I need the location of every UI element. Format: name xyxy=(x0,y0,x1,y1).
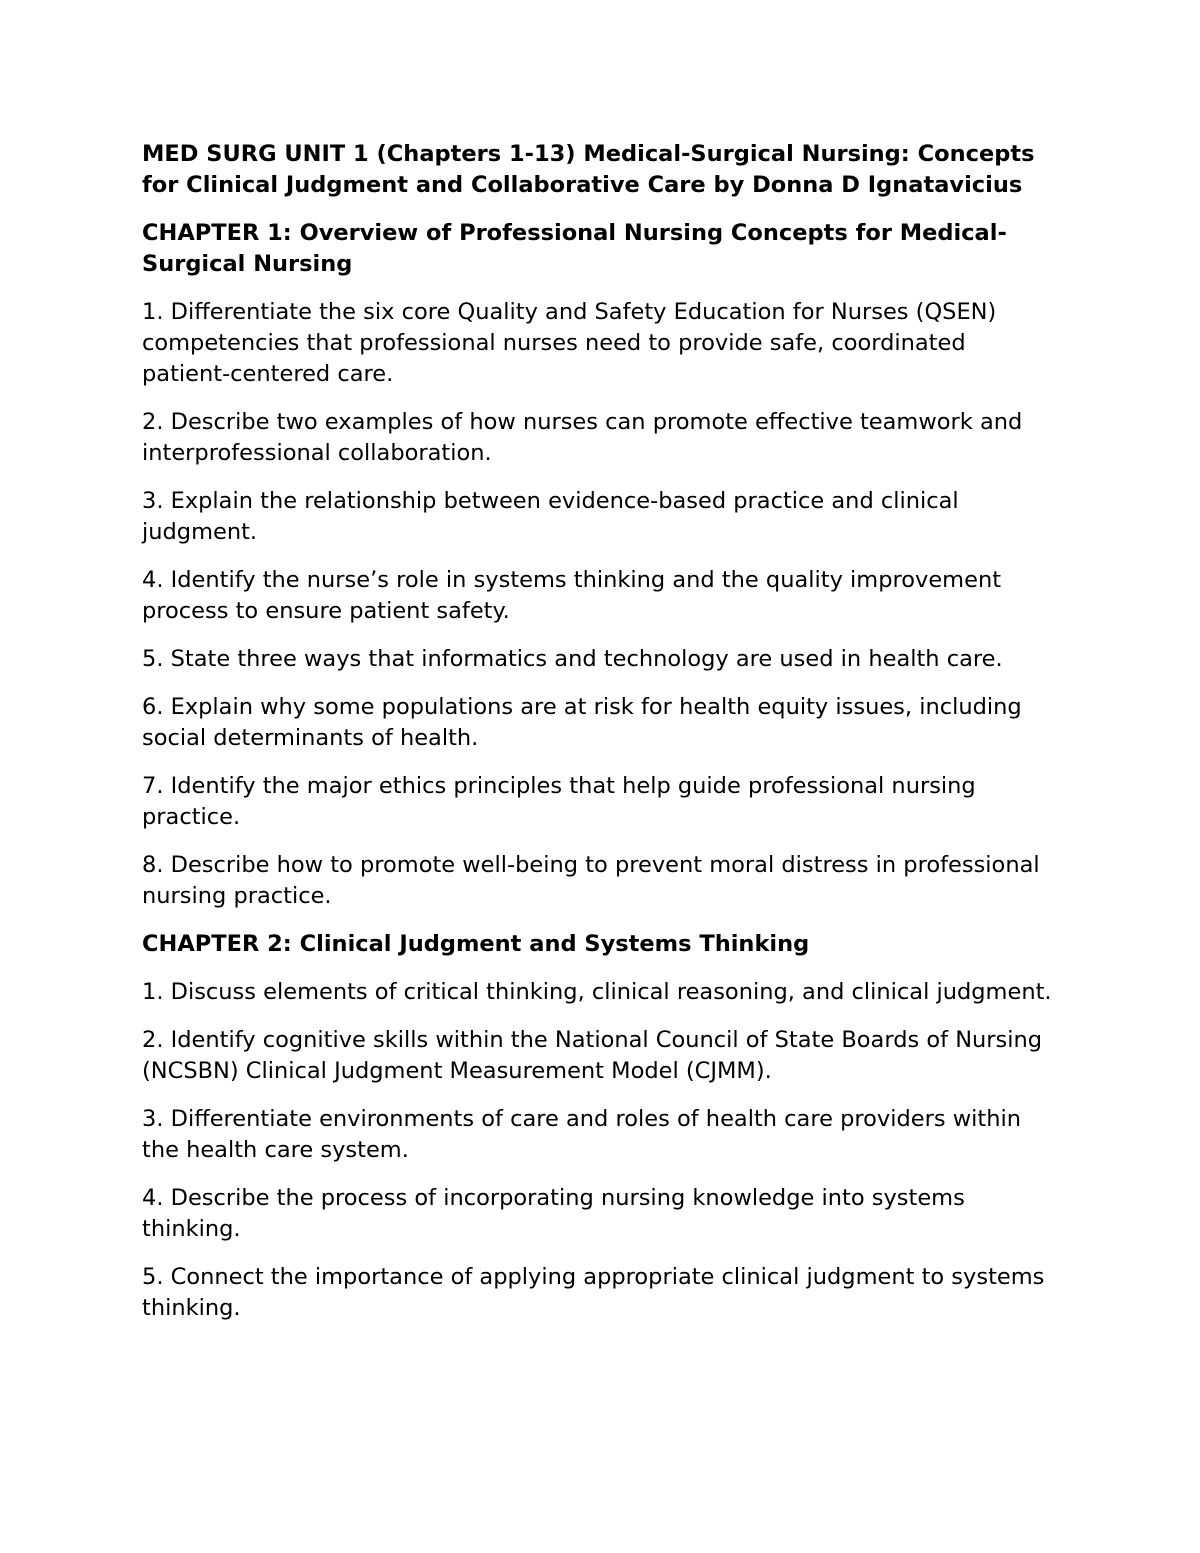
chapter-heading: CHAPTER 2: Clinical Judgment and Systems Thinking xyxy=(142,931,810,957)
learning-objective: 3. Explain the relationship between evidence-based practice and clinical judgment. xyxy=(142,488,959,545)
chapter-1 xyxy=(142,218,1060,912)
document-title: MED SURG UNIT 1 (Chapters 1-13) Medical-Surgical Nursing: Concepts for Clinical Judgment and Collaborative Care by Donna D Ignatavicius xyxy=(142,141,1035,198)
learning-objective: 8. Describe how to promote well-being to prevent moral distress in professional nursing practice. xyxy=(142,852,1040,909)
learning-objective: 3. Differentiate environments of care and roles of health care providers within the health care system. xyxy=(142,1106,1021,1163)
learning-objective: 5. State three ways that informatics and technology are used in health care. xyxy=(142,646,1003,672)
learning-objective: 4. Describe the process of incorporating nursing knowledge into systems thinking. xyxy=(142,1185,965,1242)
chapter-heading: CHAPTER 1: Overview of Professional Nursing Concepts for Medical-Surgical Nursing xyxy=(142,220,1007,277)
learning-objective: 2. Identify cognitive skills within the National Council of State Boards of Nursing (NCSBN) Clinical Judgment Measurement Model (CJMM). xyxy=(142,1027,1043,1084)
learning-objective: 7. Identify the major ethics principles that help guide professional nursing practice. xyxy=(142,773,976,830)
learning-objective: 2. Describe two examples of how nurses can promote effective teamwork and interprofessional collaboration. xyxy=(142,409,1023,466)
learning-objective: 4. Identify the nurse’s role in systems thinking and the quality improvement process to ensure patient safety. xyxy=(142,567,1002,624)
learning-objective: 6. Explain why some populations are at risk for health equity issues, including social determinants of health. xyxy=(142,694,1022,751)
learning-objective: 1. Discuss elements of critical thinking, clinical reasoning, and clinical judgment. xyxy=(142,979,1052,1005)
learning-objective: 1. Differentiate the six core Quality and Safety Education for Nurses (QSEN) competencies that professional nurses need to provide safe, coordinated patient-centered care. xyxy=(142,299,997,387)
learning-objective: 5. Connect the importance of applying appropriate clinical judgment to systems thinking. xyxy=(142,1264,1045,1321)
chapter-2 xyxy=(142,929,1060,1324)
